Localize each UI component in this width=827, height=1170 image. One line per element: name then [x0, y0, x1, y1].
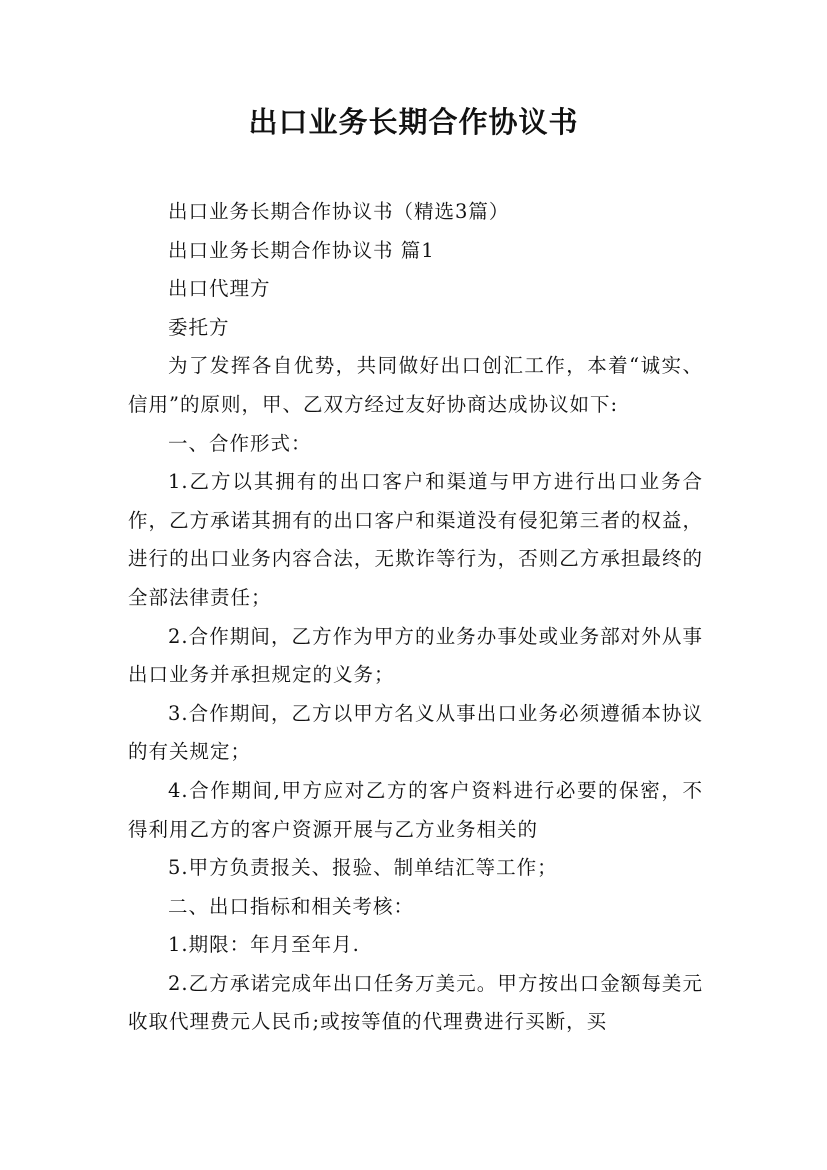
paragraph: 委托方: [168, 315, 230, 339]
paragraph: 为了发挥各自优势，共同做好出口创汇工作，本着“诚实、信用”的原则，甲、乙双方经过友好协商达成协议如下:: [128, 354, 703, 416]
paragraph: 2.合作期间，乙方作为甲方的业务办事处或业务部对外从事出口业务并承担规定的义务；: [128, 624, 703, 687]
paragraph: 3.合作期间，乙方以甲方名义从事出口业务必须遵循本协议的有关规定；: [128, 701, 703, 764]
paragraph: 出口代理方: [168, 277, 271, 301]
paragraph: 1.期限：年月至年月.: [168, 933, 360, 957]
paragraph: 4.合作期间,甲方应对乙方的客户资料进行必要的保密，不得利用乙方的客户资源开展与乙方业务相关的: [128, 778, 703, 841]
paragraph: 5.甲方负责报关、报验、制单结汇等工作；: [168, 856, 558, 880]
paragraph: 2.乙方承诺完成年出口任务万美元。甲方按出口金额每美元收取代理费元人民币;或按等值的代理费进行买断，买: [128, 971, 703, 1034]
paragraph: 1.乙方以其拥有的出口客户和渠道与甲方进行出口业务合作，乙方承诺其拥有的出口客户和渠道没有侵犯第三者的权益，进行的出口业务内容合法，无欺诈等行为，否则乙方承担最终的全部法律责任；: [128, 470, 703, 609]
paragraph: 出口业务长期合作协议书 篇1: [168, 238, 435, 262]
paragraph: 一、合作形式：: [168, 431, 312, 455]
paragraph: 二、出口指标和相关考核：: [168, 894, 415, 918]
document-title: 出口业务长期合作协议书: [248, 105, 579, 139]
paragraph: 出口业务长期合作协议书（精选3篇）: [168, 200, 510, 223]
document-body: [128, 193, 703, 1042]
